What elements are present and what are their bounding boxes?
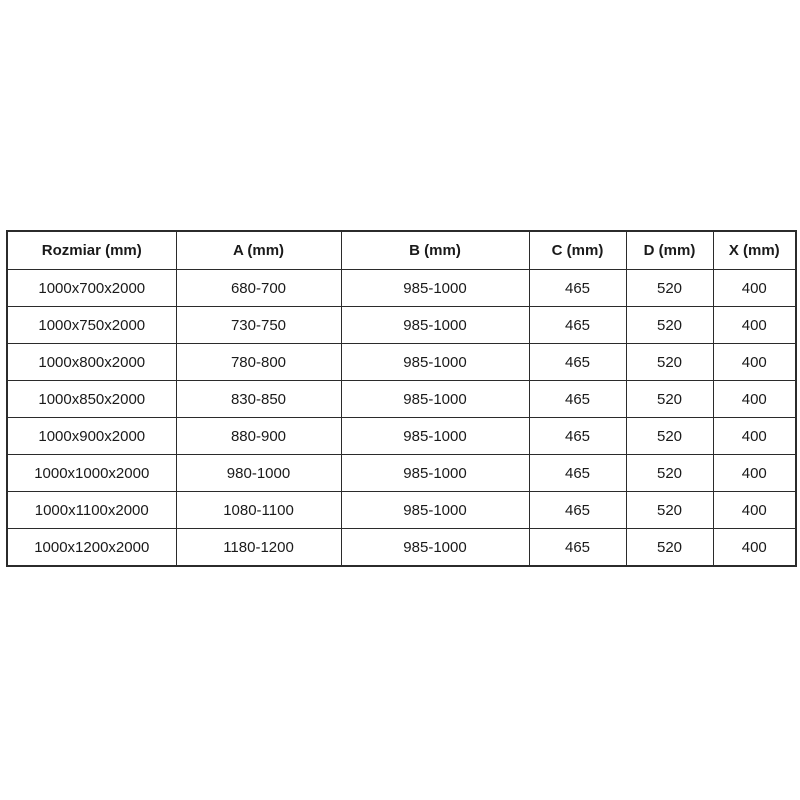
cell-rozmiar: 1000x1200x2000: [7, 529, 176, 567]
cell-rozmiar: 1000x1000x2000: [7, 455, 176, 492]
column-header-rozmiar: Rozmiar (mm): [7, 231, 176, 270]
cell-x: 400: [713, 529, 796, 567]
cell-a: 1180-1200: [176, 529, 341, 567]
table-row: [7, 307, 796, 344]
cell-c: 465: [529, 344, 626, 381]
table-row: [7, 492, 796, 529]
cell-c: 465: [529, 381, 626, 418]
cell-a: 880-900: [176, 418, 341, 455]
cell-a: 680-700: [176, 270, 341, 307]
cell-a: 1080-1100: [176, 492, 341, 529]
cell-b: 985-1000: [341, 307, 529, 344]
cell-c: 465: [529, 529, 626, 567]
cell-x: 400: [713, 492, 796, 529]
cell-rozmiar: 1000x750x2000: [7, 307, 176, 344]
cell-b: 985-1000: [341, 270, 529, 307]
table-row: [7, 344, 796, 381]
cell-b: 985-1000: [341, 455, 529, 492]
cell-b: 985-1000: [341, 344, 529, 381]
column-header-d: D (mm): [626, 231, 713, 270]
cell-rozmiar: 1000x700x2000: [7, 270, 176, 307]
cell-a: 980-1000: [176, 455, 341, 492]
cell-rozmiar: 1000x850x2000: [7, 381, 176, 418]
table-header: [7, 231, 796, 270]
cell-d: 520: [626, 344, 713, 381]
cell-d: 520: [626, 529, 713, 567]
table-body: [7, 270, 796, 567]
table-row: [7, 529, 796, 567]
column-header-x: X (mm): [713, 231, 796, 270]
cell-x: 400: [713, 381, 796, 418]
header-row: [7, 231, 796, 270]
column-header-c: C (mm): [529, 231, 626, 270]
cell-x: 400: [713, 418, 796, 455]
cell-c: 465: [529, 307, 626, 344]
cell-d: 520: [626, 492, 713, 529]
table-row: [7, 270, 796, 307]
cell-x: 400: [713, 270, 796, 307]
cell-c: 465: [529, 455, 626, 492]
cell-b: 985-1000: [341, 529, 529, 567]
cell-a: 780-800: [176, 344, 341, 381]
table-row: [7, 381, 796, 418]
cell-rozmiar: 1000x800x2000: [7, 344, 176, 381]
cell-rozmiar: 1000x900x2000: [7, 418, 176, 455]
column-header-a: A (mm): [176, 231, 341, 270]
cell-d: 520: [626, 455, 713, 492]
cell-c: 465: [529, 492, 626, 529]
column-header-b: B (mm): [341, 231, 529, 270]
cell-d: 520: [626, 418, 713, 455]
cell-b: 985-1000: [341, 418, 529, 455]
dimensions-table: [6, 230, 797, 567]
cell-a: 830-850: [176, 381, 341, 418]
cell-b: 985-1000: [341, 492, 529, 529]
cell-d: 520: [626, 270, 713, 307]
cell-a: 730-750: [176, 307, 341, 344]
cell-x: 400: [713, 307, 796, 344]
cell-rozmiar: 1000x1100x2000: [7, 492, 176, 529]
cell-c: 465: [529, 270, 626, 307]
table-row: [7, 418, 796, 455]
cell-d: 520: [626, 307, 713, 344]
cell-c: 465: [529, 418, 626, 455]
cell-b: 985-1000: [341, 381, 529, 418]
cell-x: 400: [713, 455, 796, 492]
table-row: [7, 455, 796, 492]
cell-x: 400: [713, 344, 796, 381]
cell-d: 520: [626, 381, 713, 418]
